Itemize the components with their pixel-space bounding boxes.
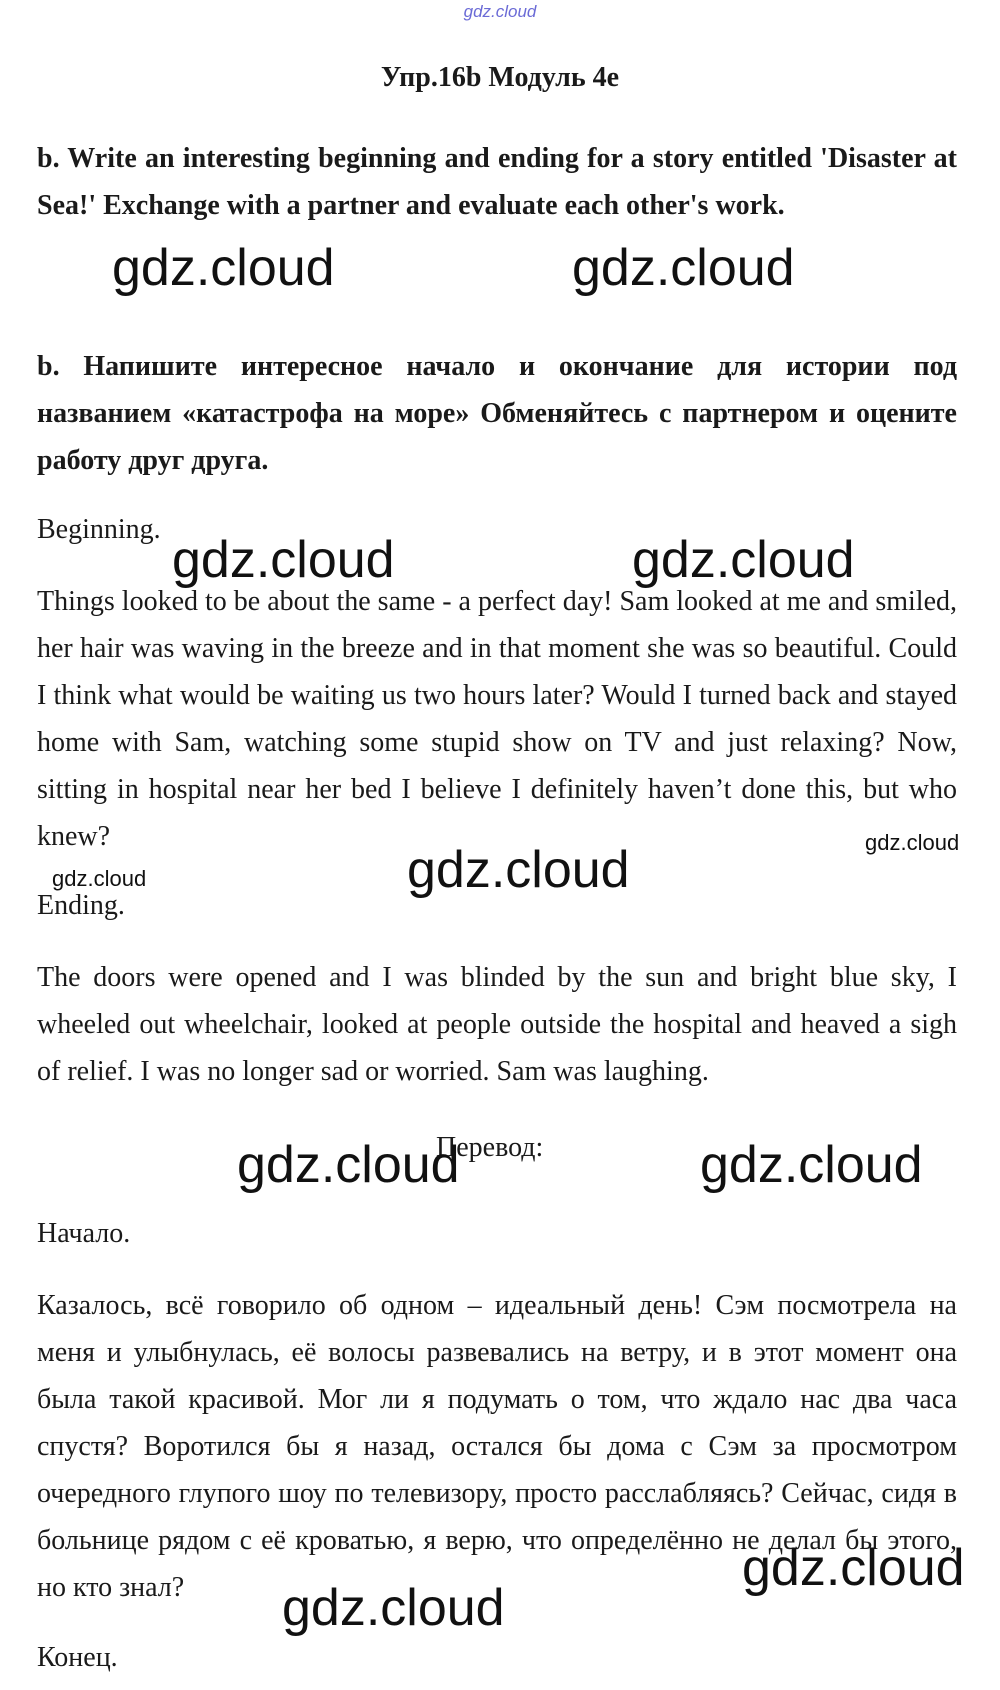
watermark-small: gdz.cloud <box>52 866 147 891</box>
translation-beginning-text: Казалось, всё говорило об одном – идеальный день! Сэм посмотрела на меня и улыбнулась, её волосы развевались на ветру, и в этот момент она была такой красивой. Мог ли я подумать о том, что ждало нас два часа спустя? Воротился бы я назад, остался бы дома с Сэм за просмотром очередного глупого шоу по телевизору, просто расслабляясь? Сейчас, сидя в больнице рядом с её кроватью, я верю, что определённо не делал бы этого, но кто знал? <box>37 1290 957 1603</box>
site-mark[interactable]: gdz.cloud <box>463 2 537 21</box>
watermark: gdz.cloud <box>407 841 630 899</box>
translation-beginning-label: Начало. <box>37 1218 131 1249</box>
watermark-small: gdz.cloud <box>865 830 960 855</box>
watermark: gdz.cloud <box>742 1539 965 1597</box>
watermark: gdz.cloud <box>700 1136 923 1194</box>
watermark: gdz.cloud <box>237 1136 460 1194</box>
ending-text: The doors were opened and I was blinded by the sun and bright blue sky, I wheeled out wheelchair, looked at people outside the hospital and heaved a sigh of relief. I was no longer sad or worried. Sam was laughing. <box>37 962 957 1087</box>
translation-ending-label: Конец. <box>37 1642 118 1673</box>
translation-label: Перевод: <box>436 1132 544 1163</box>
watermark: gdz.cloud <box>282 1579 505 1637</box>
ending-label: Ending. <box>37 890 125 921</box>
beginning-text: Things looked to be about the same - a perfect day! Sam looked at me and smiled, her hair was waving in the breeze and in that moment she was so beautiful. Could I think what would be waiting us two hours later? Would I turned back and stayed home with Sam, watching some stupid show on TV and just relaxing? Now, sitting in hospital near her bed I believe I definitely haven’t done this, but who knew? <box>37 586 957 852</box>
watermark: gdz.cloud <box>172 531 395 589</box>
beginning-label: Beginning. <box>37 514 161 545</box>
watermark: gdz.cloud <box>572 239 795 297</box>
watermark: gdz.cloud <box>112 239 335 297</box>
task-english: b. Write an interesting beginning and ending for a story entitled 'Disaster at Sea!' Exchange with a partner and evaluate each other's work. <box>37 143 957 221</box>
task-russian: b. Напишите интересное начало и окончание для истории под названием «катастрофа на море» Обменяйтесь с партнером и оцените работу друг друга. <box>37 351 957 476</box>
watermark: gdz.cloud <box>632 531 855 589</box>
page-title: Упр.16b Модуль 4e <box>380 62 620 93</box>
